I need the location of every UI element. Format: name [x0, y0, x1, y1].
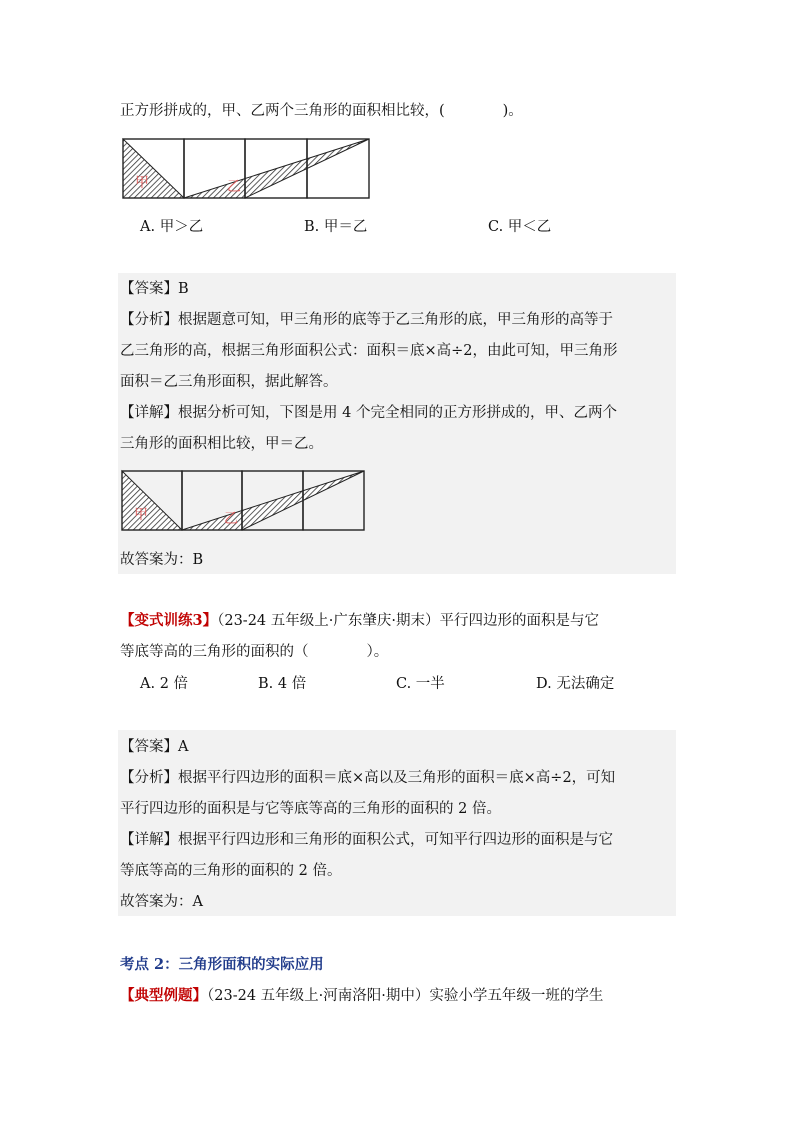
example-line: 【典型例题】（23-24 五年级上·河南洛阳·期中）实验小学五年级一班的学生 [120, 987, 604, 1004]
square-4 [303, 471, 364, 530]
triangle-yi [184, 139, 369, 198]
analysis-line-1a: 【分析】根据题意可知，甲三角形的底等于乙三角形的底，甲三角形的高等于 [120, 312, 613, 328]
analysis-line-1c: 面积＝乙三角形面积，据此解答。 [120, 374, 338, 390]
analysis-line-2a: 【分析】根据平行四边形的面积＝底×高以及三角形的面积＝底×高÷2，可知 [120, 770, 616, 786]
q3-option-d: D. 无法确定 [536, 676, 615, 692]
q3-option-c: C. 一半 [396, 676, 445, 692]
analysis-line-2b: 平行四边形的面积是与它等底等高的三角形的面积的 2 倍。 [120, 801, 501, 817]
triangle-yi [182, 471, 364, 530]
q3-line-2: 等底等高的三角形的面积的（ ）。 [120, 644, 389, 660]
option-b: B. 甲＝乙 [304, 219, 368, 235]
q3-option-a: A. 2 倍 [140, 676, 189, 692]
q3-option-b: B. 4 倍 [258, 676, 307, 692]
conclusion-2: 故答案为：A [120, 894, 203, 910]
squares-figure-2 [120, 469, 368, 533]
conclusion-1: 故答案为：B [120, 552, 204, 568]
square-4 [307, 139, 369, 198]
detail-line-2b: 等底等高的三角形的面积的 2 倍。 [120, 863, 342, 879]
section-heading: 考点 2：三角形面积的实际应用 [120, 956, 324, 973]
option-c: C. 甲＜乙 [488, 219, 552, 235]
question-intro: 正方形拼成的，甲、乙两个三角形的面积相比较，( )。 [120, 103, 523, 119]
analysis-line-1b: 乙三角形的高，根据三角形面积公式：面积＝底×高÷2，由此可知，甲三角形 [120, 343, 618, 359]
answer-line-2: 【答案】A [120, 739, 189, 755]
label-yi: 乙 [224, 511, 238, 527]
label-jia: 甲 [134, 507, 148, 523]
detail-line-1b: 三角形的面积相比较，甲＝乙。 [120, 436, 323, 452]
detail-line-1a: 【详解】根据分析可知，下图是用 4 个完全相同的正方形拼成的，甲、乙两个 [120, 405, 617, 421]
answer-block-2 [118, 730, 676, 916]
label-yi: 乙 [227, 179, 241, 195]
answer-line-1: 【答案】B [120, 281, 189, 297]
q3-line-1: 【变式训练3】（23-24 五年级上·广东肇庆·期末）平行四边形的面积是与它 [120, 612, 599, 629]
option-a: A. 甲＞乙 [140, 219, 204, 235]
triangle-jia [122, 471, 182, 530]
label-jia: 甲 [135, 175, 149, 191]
squares-figure [121, 137, 373, 201]
triangle-jia [123, 139, 184, 198]
detail-line-2a: 【详解】根据平行四边形和三角形的面积公式，可知平行四边形的面积是与它 [120, 832, 613, 848]
